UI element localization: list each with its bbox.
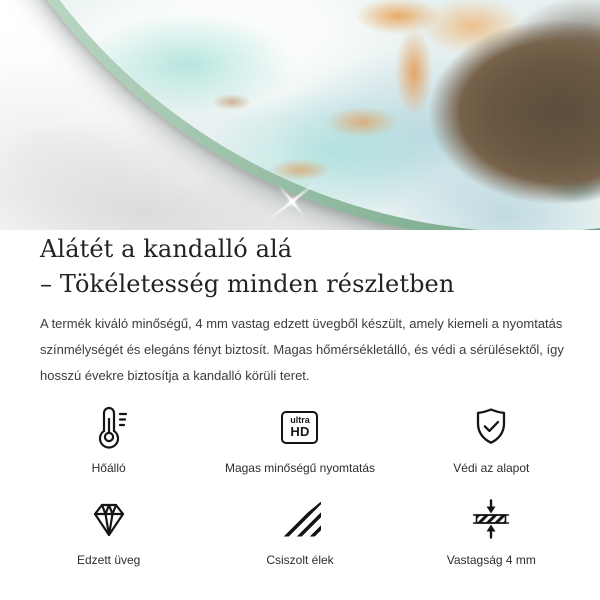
glass-mat-artwork — [0, 0, 600, 230]
feature-thickness — [396, 497, 587, 567]
features-grid — [13, 405, 587, 567]
feature-label: Vastagság 4 mm — [446, 553, 536, 567]
product-description — [40, 311, 564, 389]
feature-label: Védi az alapot — [453, 461, 530, 475]
description-line: színmélységét és elegáns fényt biztosít. Magas hőmérsékletálló, és védi a sérülésektől, így — [40, 342, 564, 357]
feature-label: Edzett üveg — [76, 553, 141, 567]
description-line: A termék kiváló minőségű, 4 mm vastag edzett üvegből készült, amely kiemeli a nyomtatás — [40, 316, 563, 331]
ultra-hd-badge-bottom: HD — [290, 424, 310, 439]
ultra-hd-icon — [281, 405, 318, 449]
feature-high-quality-print — [204, 405, 395, 475]
shield-check-icon — [469, 405, 513, 449]
product-description-section — [0, 228, 600, 567]
thickness-icon — [469, 497, 513, 541]
marble-ink-art — [0, 0, 600, 230]
title-line-2: – Tökéletesség minden részletben — [40, 270, 455, 298]
polished-edges-icon — [279, 497, 321, 541]
feature-heat-resistant — [13, 405, 204, 475]
page-title — [40, 232, 560, 302]
feature-label: Hőálló — [91, 461, 126, 475]
title-line-1: Alátét a kandalló alá — [40, 235, 293, 263]
diamond-icon — [87, 497, 131, 541]
product-image — [0, 0, 600, 230]
feature-label: Csiszolt élek — [266, 553, 334, 567]
thermometer-icon — [87, 405, 131, 449]
feature-tempered-glass — [13, 497, 204, 567]
feature-label: Magas minőségű nyomtatás — [224, 461, 376, 475]
description-line: hosszú évekre biztosítja a kandalló körüli teret. — [40, 368, 310, 383]
feature-polished-edges — [204, 497, 395, 567]
feature-protects-base — [396, 405, 587, 475]
ultra-hd-badge-top: ultra — [290, 415, 310, 425]
